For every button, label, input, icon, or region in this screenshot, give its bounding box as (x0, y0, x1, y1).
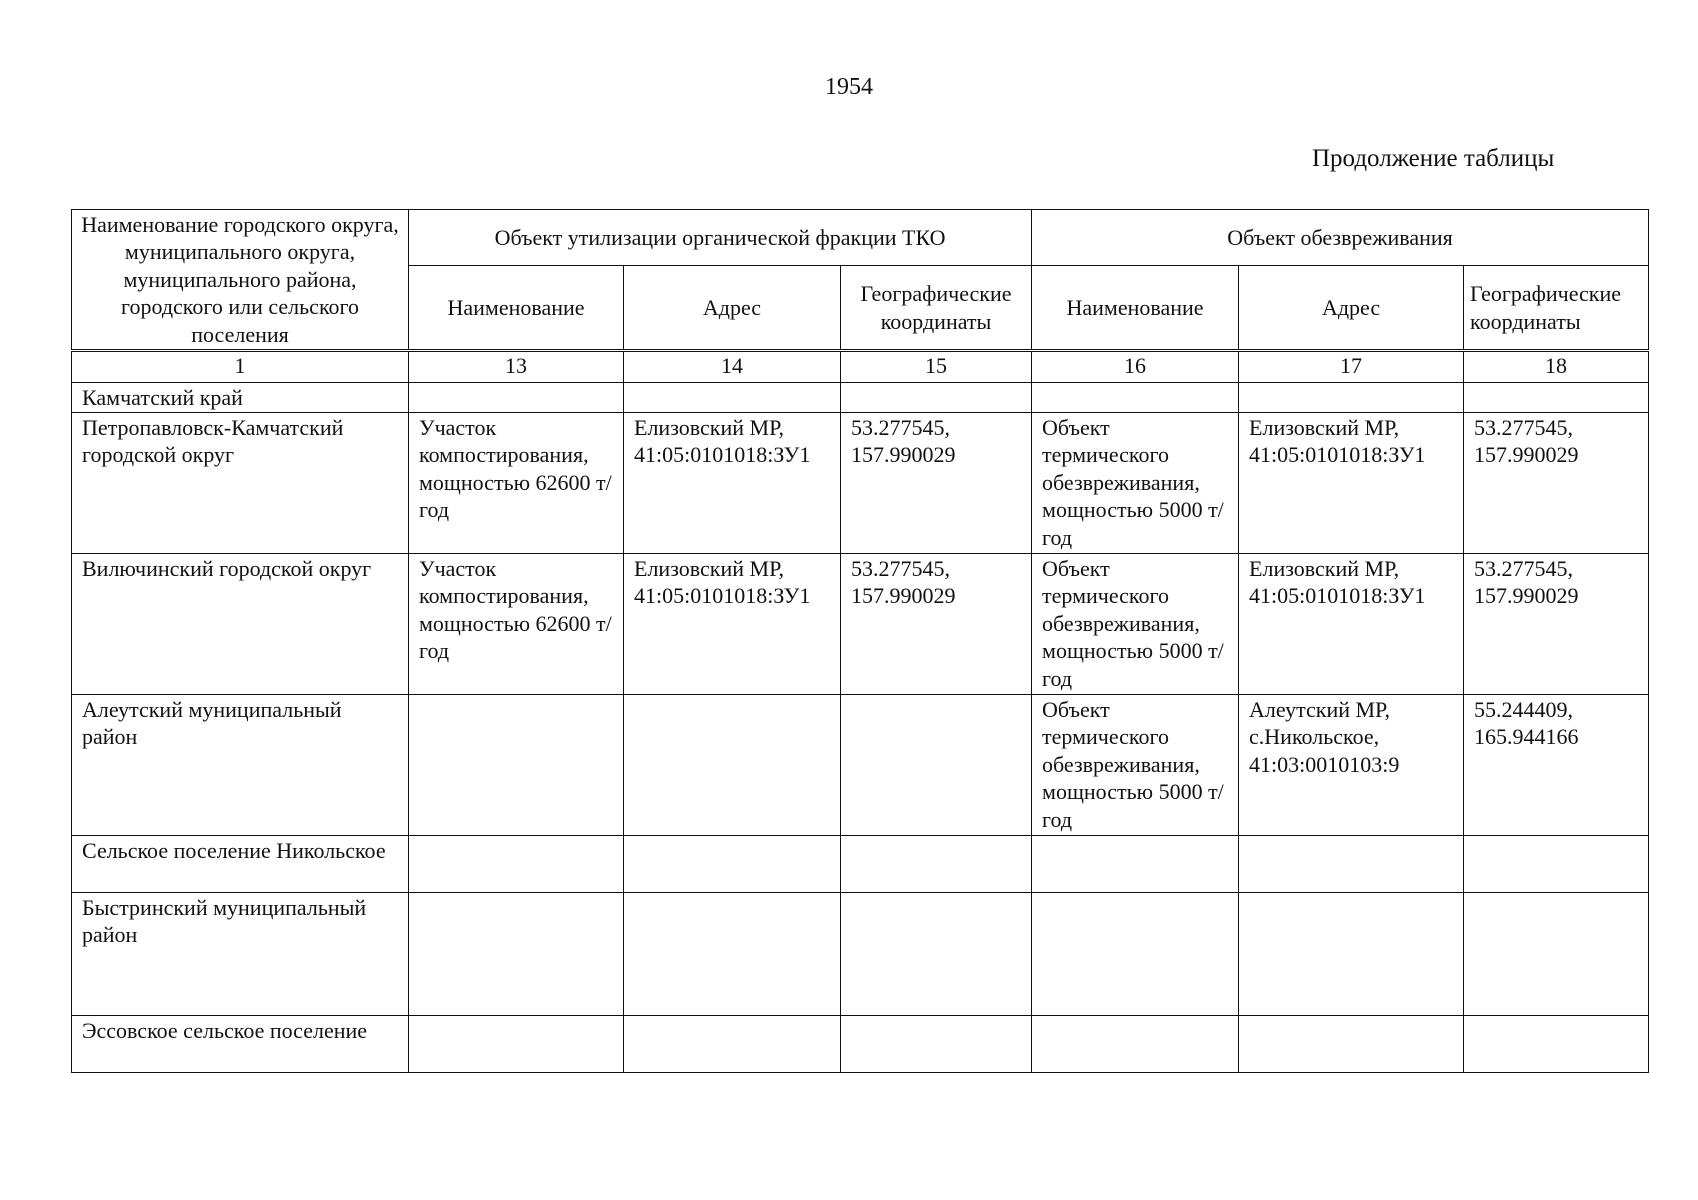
cell-neutralization-address: Елизовский МР, 41:05:0101018:ЗУ1 (1239, 553, 1464, 694)
cell-region: Петропавловск-Камчатский городской округ (72, 412, 409, 553)
cell-neutralization-name (1032, 892, 1239, 1015)
header-name-13: Наименование (409, 266, 624, 351)
cell-organic-address (624, 1015, 841, 1072)
header-region: Наименование городского округа, муниципального округа, муниципального района, городского или сельского поселения (72, 210, 409, 351)
table-row (72, 892, 1649, 1015)
cell-neutralization-coords (1464, 892, 1649, 1015)
cell-neutralization-name: Объект термического обезвреживания, мощностью 5000 т/год (1032, 694, 1239, 835)
cell-neutralization-address (1239, 1015, 1464, 1072)
cell-organic-coords: 53.277545, 157.990029 (841, 553, 1032, 694)
table-continuation-label: Продолжение таблицы (1312, 145, 1555, 172)
cell-neutralization-name: Объект термического обезвреживания, мощностью 5000 т/год (1032, 553, 1239, 694)
table-row (72, 553, 1649, 694)
column-numbers-row (72, 351, 1649, 383)
cell-organic-coords: 53.277545, 157.990029 (841, 412, 1032, 553)
cell-neutralization-name: Объект термического обезвреживания, мощностью 5000 т/год (1032, 412, 1239, 553)
cell-organic-coords (841, 694, 1032, 835)
facilities-table (71, 209, 1649, 1073)
cell-organic-name: Участок компостирования, мощностью 62600 т/год (409, 553, 624, 694)
header-organic-utilization: Объект утилизации органической фракции ТКО (409, 210, 1032, 266)
cell-neutralization-address: Алеутский МР, с.Никольское, 41:03:0010103:9 (1239, 694, 1464, 835)
column-number: 18 (1464, 351, 1649, 383)
cell-region: Эссовское сельское поселение (72, 1015, 409, 1072)
cell-region: Камчатский край (72, 383, 409, 413)
cell-neutralization-name (1032, 835, 1239, 892)
cell-neutralization-coords (1464, 1015, 1649, 1072)
cell-organic-name: Участок компостирования, мощностью 62600 т/год (409, 412, 624, 553)
cell-organic-name (409, 835, 624, 892)
cell-neutralization-address (1239, 892, 1464, 1015)
column-number: 14 (624, 351, 841, 383)
header-name-16: Наименование (1032, 266, 1239, 351)
column-number: 16 (1032, 351, 1239, 383)
cell-organic-address (624, 835, 841, 892)
cell-organic-coords (841, 892, 1032, 1015)
cell-neutralization-coords (1464, 383, 1649, 413)
cell-organic-address: Елизовский МР, 41:05:0101018:ЗУ1 (624, 553, 841, 694)
cell-neutralization-address (1239, 383, 1464, 413)
cell-region: Вилючинский городской округ (72, 553, 409, 694)
cell-neutralization-address: Елизовский МР, 41:05:0101018:ЗУ1 (1239, 412, 1464, 553)
table-row (72, 694, 1649, 835)
cell-neutralization-coords: 53.277545, 157.990029 (1464, 412, 1649, 553)
table-row (72, 412, 1649, 553)
column-number: 1 (72, 351, 409, 383)
cell-organic-coords (841, 1015, 1032, 1072)
cell-organic-address (624, 694, 841, 835)
cell-organic-address (624, 892, 841, 1015)
cell-neutralization-name (1032, 383, 1239, 413)
cell-organic-address: Елизовский МР, 41:05:0101018:ЗУ1 (624, 412, 841, 553)
cell-neutralization-coords: 55.244409, 165.944166 (1464, 694, 1649, 835)
cell-region: Сельское поселение Никольское (72, 835, 409, 892)
cell-region: Алеутский муниципальный район (72, 694, 409, 835)
column-number: 13 (409, 351, 624, 383)
cell-organic-name (409, 1015, 624, 1072)
cell-organic-name (409, 694, 624, 835)
cell-organic-coords (841, 835, 1032, 892)
cell-organic-name (409, 892, 624, 1015)
header-coords-18: Географические координаты (1464, 266, 1649, 351)
table-row (72, 835, 1649, 892)
table-row (72, 383, 1649, 413)
cell-neutralization-address (1239, 835, 1464, 892)
header-address-17: Адрес (1239, 266, 1464, 351)
table-row (72, 1015, 1649, 1072)
column-number: 17 (1239, 351, 1464, 383)
cell-neutralization-coords (1464, 835, 1649, 892)
page-number: 1954 (825, 74, 873, 100)
cell-neutralization-coords: 53.277545, 157.990029 (1464, 553, 1649, 694)
cell-region: Быстринский муниципальный район (72, 892, 409, 1015)
header-coords-15: Географические координаты (841, 266, 1032, 351)
cell-organic-name (409, 383, 624, 413)
cell-organic-address (624, 383, 841, 413)
cell-organic-coords (841, 383, 1032, 413)
header-neutralization: Объект обезвреживания (1032, 210, 1649, 266)
column-number: 15 (841, 351, 1032, 383)
header-address-14: Адрес (624, 266, 841, 351)
cell-neutralization-name (1032, 1015, 1239, 1072)
